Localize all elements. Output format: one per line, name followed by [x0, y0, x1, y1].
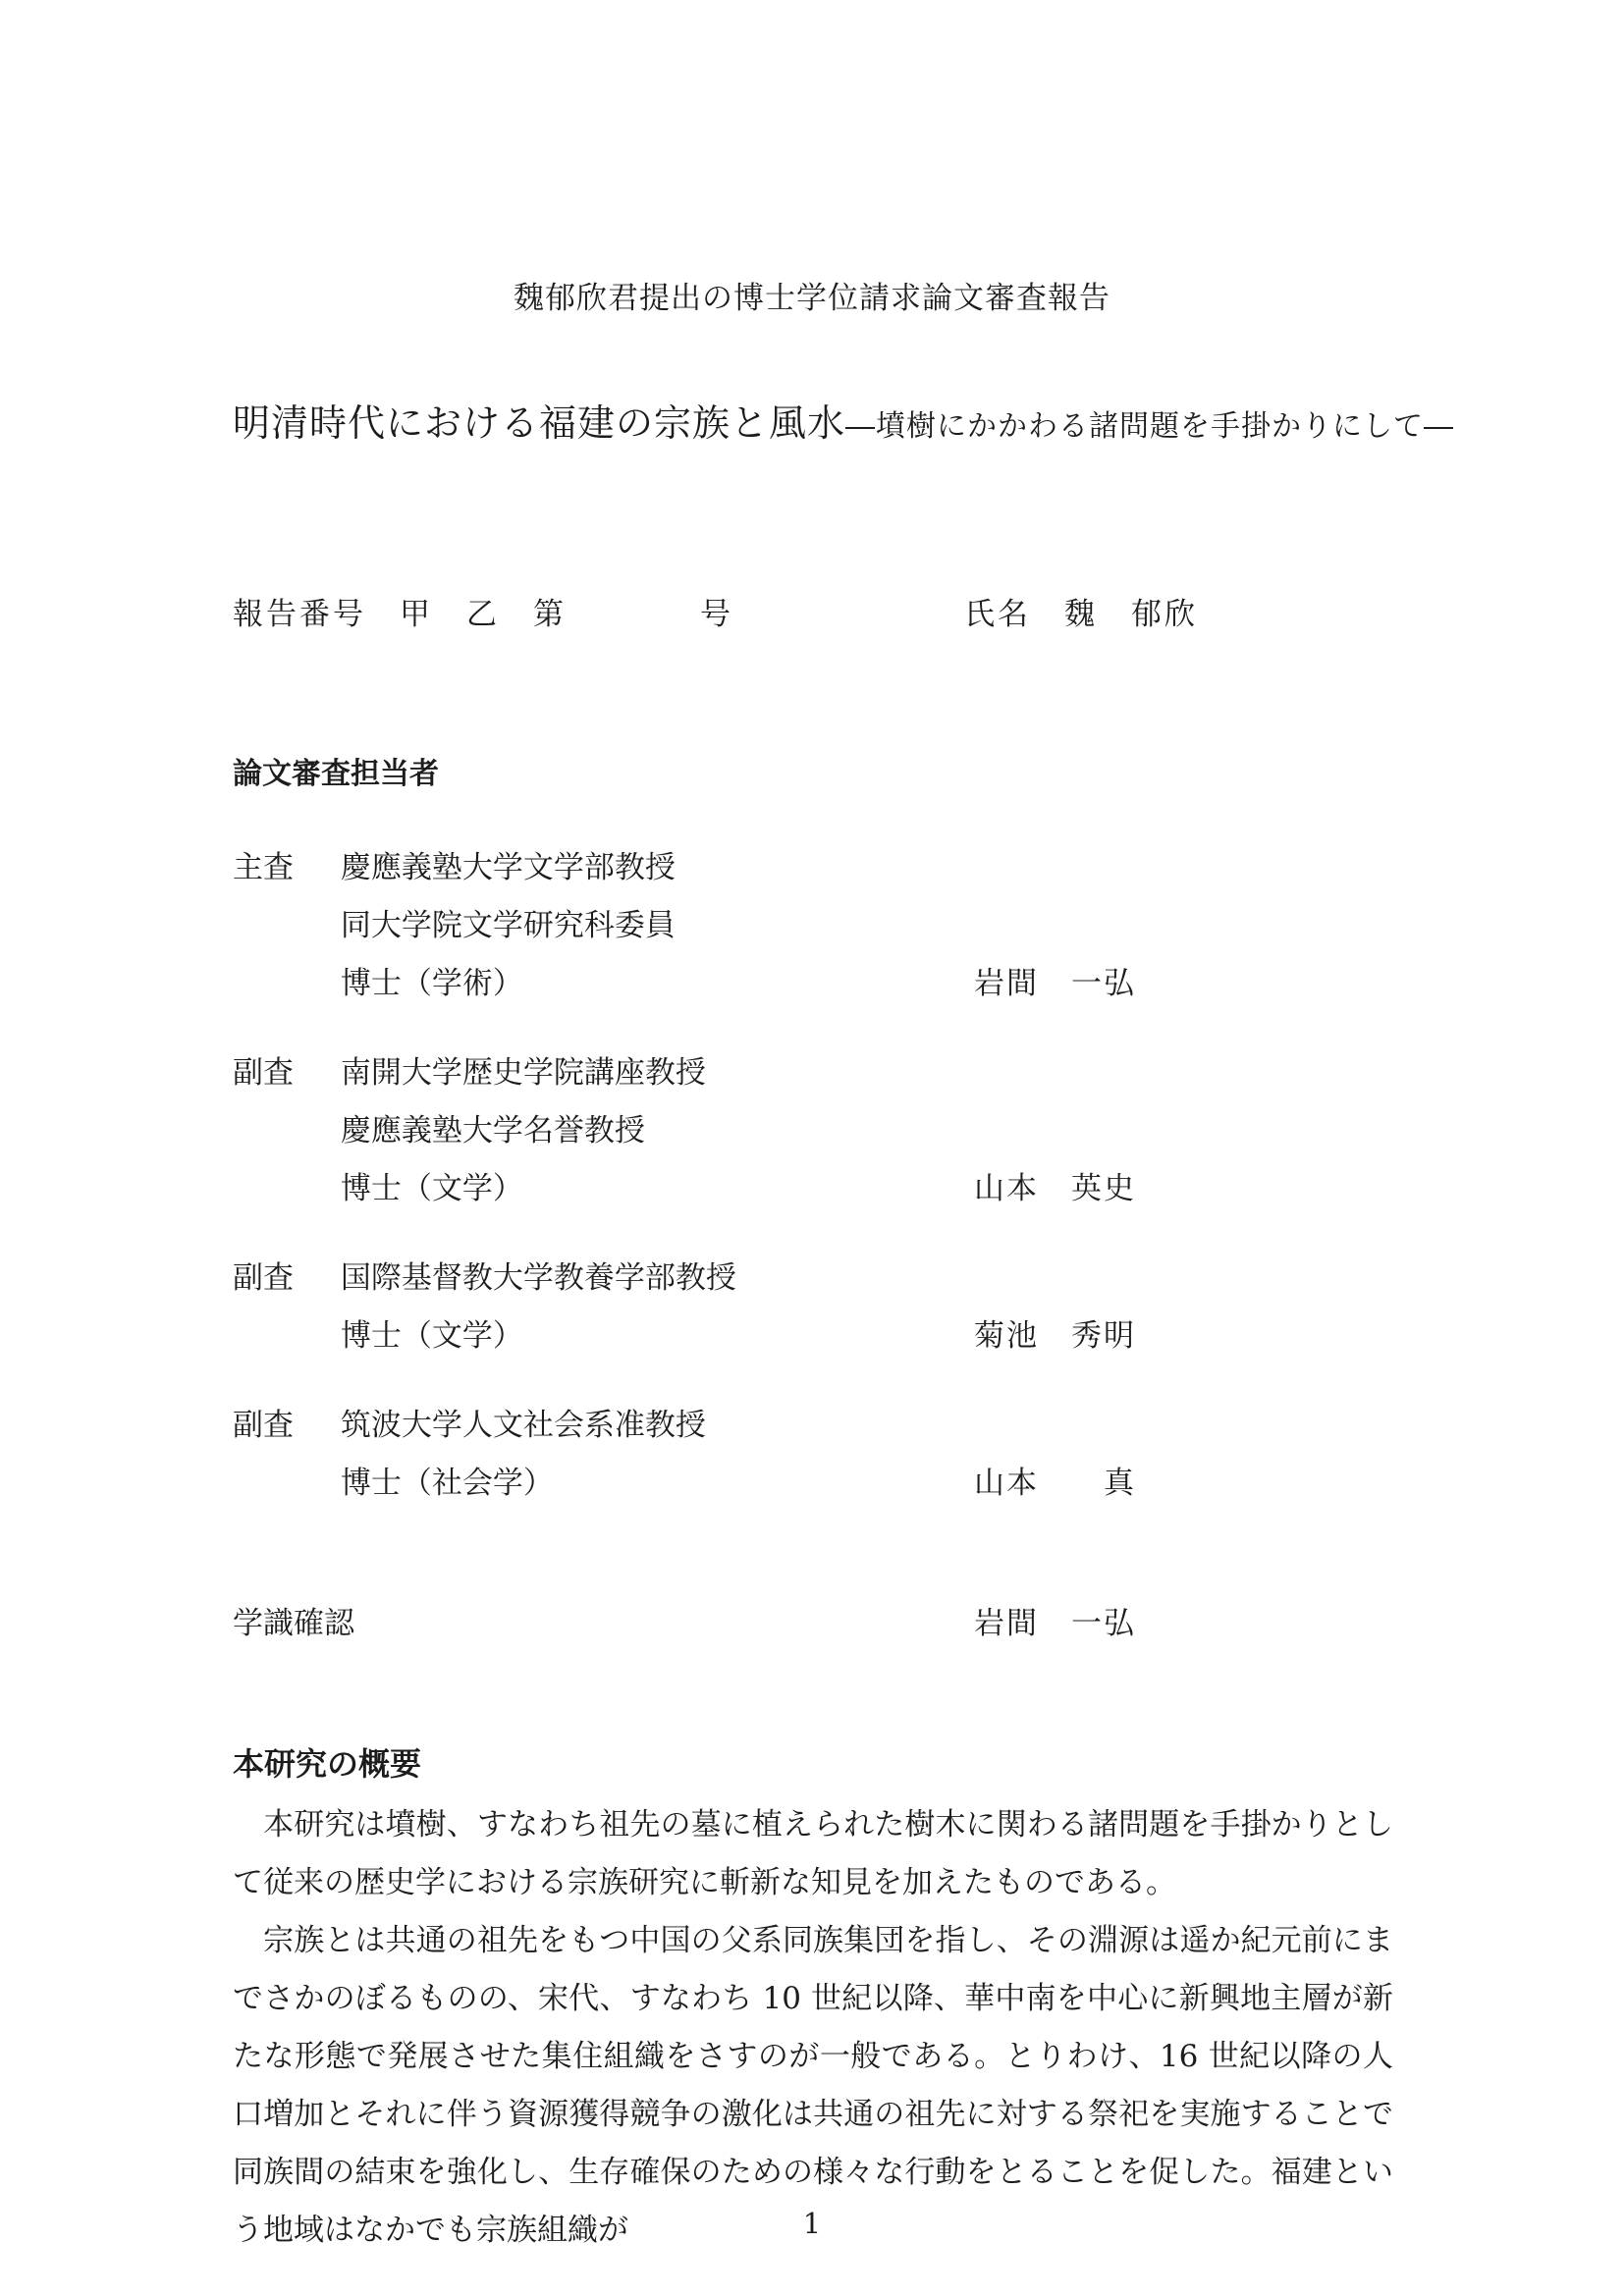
reviewer-list	[233, 839, 1393, 1544]
thesis-title	[233, 393, 1455, 447]
knowledge-confirmation-name: 岩間 一弘	[974, 1606, 1136, 1641]
reviewer-role: 副査	[233, 1260, 294, 1296]
reviewer-role: 副査	[233, 1055, 294, 1091]
reviewer-line	[233, 1308, 1393, 1365]
reviewer-line	[233, 1160, 1393, 1218]
candidate-name: 氏名 魏 郁欣	[964, 597, 1198, 632]
summary-paragraph: 本研究は墳樹、すなわち祖先の墓に植えられた樹木に関わる諸問題を手掛かりとして従来の歴史学における宗族研究に斬新な知見を加えたものである。	[233, 1807, 1393, 1900]
reviewer-degree: 博士（社会学）	[340, 1466, 554, 1501]
thesis-title-main: 明清時代における福建の宗族と風水	[233, 401, 846, 445]
reviewer-block-deputy-1	[233, 1044, 1393, 1218]
reviewer-affiliation: 南開大学歴史学院講座教授	[340, 1055, 706, 1091]
reviewer-line	[233, 897, 1393, 955]
reviewer-name: 菊池 秀明	[974, 1318, 1136, 1354]
knowledge-confirmation-label: 学識確認	[233, 1606, 354, 1640]
reviewer-role: 副査	[233, 1408, 294, 1443]
reviewer-affiliation: 筑波大学人文社会系准教授	[340, 1408, 706, 1443]
reviewer-name: 岩間 一弘	[974, 966, 1136, 1001]
reviewer-role: 主査	[233, 850, 294, 885]
reviewer-line	[233, 839, 1393, 897]
reviewer-line	[233, 1397, 1393, 1455]
committee-heading: 論文審査担当者	[233, 758, 439, 790]
reviewer-line	[233, 1455, 1393, 1513]
reviewer-line	[233, 1044, 1393, 1102]
thesis-subtitle: ―墳樹にかかわる諸問題を手掛かりにして―	[845, 409, 1455, 444]
summary-paragraph: 宗族とは共通の祖先をもつ中国の父系同族集団を指し、その淵源は遥か紀元前にまでさかのぼるものの、宋代、すなわち 10 世紀以降、華中南を中心に新興地主層が新たな形態で発展させた集住組織をさすのが一般である。とりわけ、16 世紀以降の人口増加とそれに伴う資源獲得競争の激化は共通の祖先に対する祭祀を実施することで同族間の結束を強化し、生存確保のための様々な行動をとることを促した。福建という地域はなかでも宗族組織が	[233, 1923, 1393, 2248]
reviewer-affiliation: 慶應義塾大学名誉教授	[340, 1113, 645, 1148]
reviewer-block-deputy-2	[233, 1250, 1393, 1365]
reviewer-block-deputy-3	[233, 1397, 1393, 1513]
report-header-title: 魏郁欣君提出の博士学位請求論文審査報告	[514, 281, 1110, 316]
report-number-text: 報告番号 甲 乙 第 号	[233, 597, 733, 632]
reviewer-name: 山本 英史	[974, 1171, 1136, 1206]
reviewer-line	[233, 1250, 1393, 1308]
summary-body	[233, 1796, 1393, 2260]
reviewer-line	[233, 955, 1393, 1013]
reviewer-degree: 博士（文学）	[340, 1171, 523, 1206]
reviewer-block-chief	[233, 839, 1393, 1013]
reviewer-affiliation: 慶應義塾大学文学部教授	[340, 850, 676, 885]
reviewer-degree: 博士（文学）	[340, 1318, 523, 1354]
summary-heading: 本研究の概要	[233, 1746, 422, 1782]
page-number: 1	[802, 2207, 822, 2240]
reviewer-line	[233, 1102, 1393, 1160]
reviewer-name: 山本 真	[974, 1466, 1136, 1501]
reviewer-affiliation: 国際基督教大学教養学部教授	[340, 1260, 736, 1296]
knowledge-confirmation-row	[233, 1598, 1393, 1647]
report-number-row	[233, 589, 1393, 638]
reviewer-affiliation: 同大学院文学研究科委員	[340, 908, 676, 943]
reviewer-degree: 博士（学術）	[340, 966, 523, 1001]
